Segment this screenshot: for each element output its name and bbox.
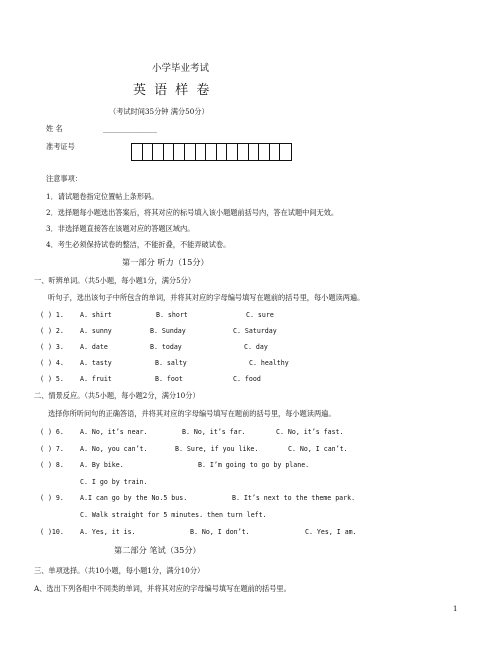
- option-a: A.I can go by the No.5 bus.: [80, 494, 188, 502]
- option-b: B. It’s next to the theme park.: [232, 494, 356, 502]
- id-cell[interactable]: [153, 144, 164, 160]
- answer-bracket[interactable]: ( ) 6.: [40, 428, 64, 436]
- option-b: B. Sunday: [150, 327, 186, 335]
- option-a: A. fruit: [80, 375, 112, 383]
- option-a: A. No, you can’t.: [80, 445, 148, 453]
- answer-bracket[interactable]: ( ) 7.: [40, 445, 64, 453]
- option-b: B. short: [156, 311, 188, 319]
- notice-item: 4．考生必须保持试卷的整洁，不能折叠，不能弄破试卷。: [46, 240, 231, 249]
- id-cell[interactable]: [196, 144, 207, 160]
- notice-item: 2．选择题每小题选出答案后，将其对应的标号填入该小题题前括号内，答在试题中间无效。: [46, 208, 339, 217]
- exam-id-grid[interactable]: [131, 143, 292, 161]
- paper-title: 英 语 样 卷: [133, 83, 212, 98]
- option-c: C. Yes, I am.: [305, 528, 357, 536]
- option-c: C. Saturday: [233, 327, 277, 335]
- option-b: B. today: [150, 343, 182, 351]
- option-a: A. sunny: [80, 327, 112, 335]
- answer-bracket[interactable]: ( ) 9.: [40, 494, 64, 502]
- option-b: B. I’m going to go by plane.: [198, 461, 310, 469]
- id-cell[interactable]: [185, 144, 196, 160]
- time-note: （考试时间35分钟 满分50分）: [109, 107, 209, 116]
- option-c: C. food: [233, 375, 261, 383]
- answer-bracket[interactable]: ( ) 2.: [40, 327, 64, 335]
- id-cell[interactable]: [164, 144, 175, 160]
- option-a: A. shirt: [80, 311, 112, 319]
- answer-bracket[interactable]: ( ) 3.: [40, 343, 64, 351]
- section1-heading: 一、听辨单词。（共5小题，每小题1分，满分5分）: [34, 276, 196, 285]
- notice-item: 1．请试题卷指定位置帖上条形码。: [46, 192, 159, 201]
- option-b: B. No, I don’t.: [190, 528, 250, 536]
- answer-bracket[interactable]: ( ) 1.: [40, 311, 64, 319]
- notices-heading: 注意事项：: [46, 174, 82, 183]
- option-b: B. Sure, if you like.: [175, 445, 259, 453]
- id-label: 准考证号: [46, 142, 75, 151]
- option-b: B. No, it’s far.: [182, 428, 246, 436]
- part2-title: 第二部分 笔试（35分）: [114, 545, 201, 555]
- name-blank[interactable]: _______________: [103, 124, 157, 133]
- id-cell[interactable]: [259, 144, 270, 160]
- id-cell[interactable]: [143, 144, 154, 160]
- id-cell[interactable]: [238, 144, 249, 160]
- id-cell[interactable]: [132, 144, 143, 160]
- option-c: C. No, it’s fast.: [276, 428, 344, 436]
- part1-title: 第一部分 听力（15分）: [122, 257, 209, 267]
- answer-bracket[interactable]: ( ) 8.: [40, 461, 64, 469]
- answer-bracket[interactable]: ( )10.: [40, 528, 64, 536]
- id-cell[interactable]: [280, 144, 291, 160]
- section2-instruction: 选择你所听问句的正确答语，并将其对应的字母编号填写在题前的括号里，每小题读两遍。: [48, 409, 336, 418]
- notice-item: 3．非选择题直接答在该题对应的答题区域内。: [46, 224, 195, 233]
- option-c: C. I go by train.: [80, 478, 148, 486]
- option-b: B. salty: [155, 359, 187, 367]
- option-c: C. sure: [246, 311, 274, 319]
- option-a: A. tasty: [80, 359, 112, 367]
- section1-instruction: 听句子，选出该句子中所包含的单词，并将其对应的字母编号填写在题前的括号里，每小题读两遍。: [48, 293, 365, 302]
- option-a: A. No, it’s near.: [80, 428, 148, 436]
- section3-heading: 三、单项选择。（共10小题，每小题1分，满分10分）: [34, 566, 205, 575]
- exam-title: 小学毕业考试: [152, 63, 210, 74]
- option-c: C. No, I can’t.: [288, 445, 348, 453]
- option-c: C. day: [244, 343, 268, 351]
- option-a: A. date: [80, 343, 108, 351]
- section2-heading: 二、情景反应。（共5小题，每小题2分，满分10分）: [34, 391, 200, 400]
- id-cell[interactable]: [227, 144, 238, 160]
- id-cell[interactable]: [217, 144, 228, 160]
- id-cell[interactable]: [174, 144, 185, 160]
- id-cell[interactable]: [270, 144, 281, 160]
- option-c: C. healthy: [249, 359, 289, 367]
- id-cell[interactable]: [206, 144, 217, 160]
- option-a: A. By bike.: [80, 461, 124, 469]
- option-c: C. Walk straight for 5 minutes. then turn left.: [80, 511, 267, 519]
- answer-bracket[interactable]: ( ) 4.: [40, 359, 64, 367]
- page-number: 1: [453, 605, 458, 613]
- option-b: B. foot: [155, 375, 183, 383]
- id-cell[interactable]: [249, 144, 260, 160]
- section3-subheading: A、选出下列各组中不同类的单词，并将其对应的字母编号填写在题前的括号里。: [34, 584, 291, 593]
- answer-bracket[interactable]: ( ) 5.: [40, 375, 64, 383]
- option-a: A. Yes, it is.: [80, 528, 136, 536]
- name-label: 姓 名: [46, 124, 63, 133]
